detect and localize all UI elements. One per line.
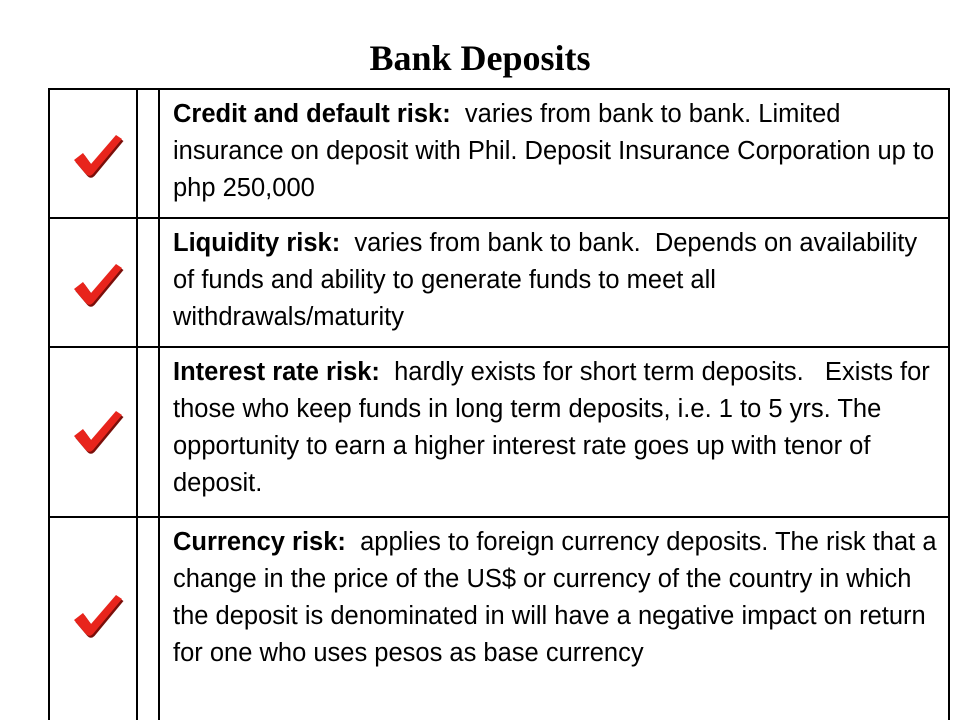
risk-description	[173, 225, 940, 336]
risk-detail: hardly exists for short term deposits. Exists for those who keep funds in long term deposits, i.e. 1 to 5 yrs. The opportunity to earn a higher interest rate goes up with tenor of deposit.	[173, 358, 937, 497]
table-row	[50, 219, 948, 346]
risk-description	[173, 354, 940, 502]
risk-table	[48, 88, 950, 720]
check-mark-icon	[70, 590, 124, 640]
risk-description	[173, 96, 940, 207]
table-row	[50, 348, 948, 516]
risk-detail: applies to foreign currency deposits. The risk that a change in the price of the US$ or currency of the country in which the deposit is denominated in will have a negative impact on return for one who uses pesos as base currency	[173, 528, 944, 667]
table-row	[50, 90, 948, 217]
risk-label: Interest rate risk:	[173, 358, 380, 386]
check-mark-icon	[70, 259, 124, 309]
table-row	[50, 518, 948, 720]
risk-label: Liquidity risk:	[173, 229, 341, 257]
check-mark-icon	[70, 406, 124, 456]
risk-label: Currency risk:	[173, 528, 346, 556]
risk-detail: varies from bank to bank. Limited insurance on deposit with Phil. Deposit Insurance Corporation up to php 250,000	[173, 100, 942, 202]
risk-description	[173, 524, 944, 672]
check-mark-icon	[70, 130, 124, 180]
page-title: Bank Deposits	[369, 38, 591, 78]
risk-detail: varies from bank to bank. Depends on availability of funds and ability to generate funds to meet all withdrawals/maturity	[173, 229, 925, 331]
risk-label: Credit and default risk:	[173, 100, 451, 128]
